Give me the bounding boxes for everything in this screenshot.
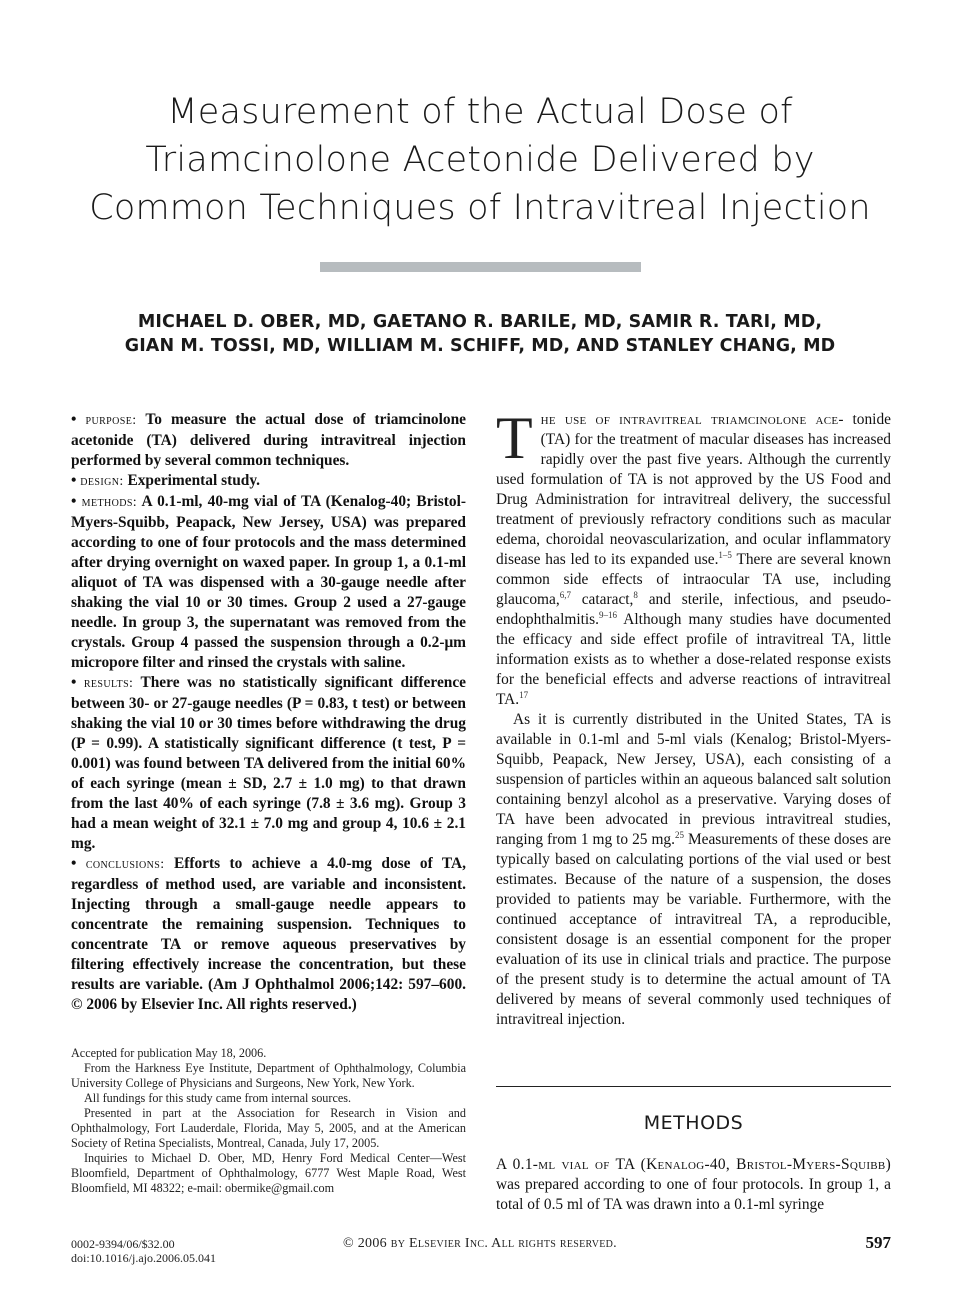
intro-text: Although many studies have documented the efficacy and side effect profile of intravitreal TA, little information exists as to whether a dose-related response exists for the beneficial effects and adverse reactions of intravitreal TA. [496,611,891,708]
article-footnotes [71,1046,466,1196]
abstract-citation: (Am J Ophthalmol 2006;142: 597–600. © 2006 by Elsevier Inc. All rights reserved.) [71,976,466,1013]
footer-doi[interactable]: doi:10.1016/j.ajo.2006.05.041 [71,1251,216,1265]
intro-paragraph [496,405,891,710]
methods-paragraph [496,1155,891,1215]
intro-text: cataract, [570,591,634,608]
intro-text: As it is currently distributed in the United States, TA is available in 0.1-ml and 5-ml vials (Kenalog; Bristol-Myers-Squibb, Peapack, New Jersey, USA), each consisting of a suspension of particles within an aqueous balanced salt solution containing benzyl alcohol as a preservative. Varying doses of TA have been advocated in previous intravitreal studies, ranging from 1 mg to 25 mg. [496,711,891,848]
abstract-results [71,673,466,854]
methods-text: was prepared according to one of four protocols. In group 1, a total of 0.5 ml of TA was drawn into a 0.1-ml syringe [496,1176,891,1213]
abstract-label: conclusions: [85,857,165,872]
footnote-affiliation: From the Harkness Eye Institute, Department of Ophthalmology, Columbia University College of Physicians and Surgeons, New York, New York. [71,1061,466,1090]
footnote-funding: All fundings for this study came from internal sources. [84,1091,352,1105]
section-divider [496,1086,891,1087]
title-line: Triamcinolone Acetonide Delivered by [145,140,815,180]
title-divider-bar [320,262,641,272]
reference-link[interactable]: 8 [633,590,638,600]
intro-paragraph [496,710,891,1030]
author-line: GIAN M. TOSSI, MD, WILLIAM M. SCHIFF, MD, AND STANLEY CHANG, MD [124,336,836,356]
page-number: 597 [865,1233,891,1252]
abstract-text: A 0.1-ml, 40-mg vial of TA (Kenalog-40; Bristol-Myers-Squibb, Peapack, New Jersey, USA) was prepared according to one of four protocols and the mass determined after drying overnight on waxed paper. In group 1, a 0.1-ml aliquot of TA was dispensed with a 30-gauge needle after shaking the vial 10 or 30 times. Group 2 used a 27-gauge needle. In group 3, the supernatant was removed from the crystals. Group 4 passed the suspension through a 0.2-μm micropore filter and rinsed the crystals with saline. [71,493,467,671]
intro-lead-smallcaps: he use of intravitreal triamcinolone ace- [540,411,844,428]
abstract-text: There was no statistically significant difference between 30- or 27-gauge needles (P = 0.83, t test) or between shaking the vial 10 or 30 times before withdrawing the drug (P = 0.99). A statistically significant difference (t test, P = 0.001) was found between TA delivered from the initial 60% of each syringe (mean ± SD, 2.7 ± 1.0 mg) to that drawn from the last 40% of each syringe (7.8 ± 3.6 mg). Group 3 had a mean weight of 32.1 ± 7.0 mg and group 4, 10.6 ± 2.1 mg. [71,674,466,852]
intro-text: and sterile, infectious, and pseudo-endophthalmitis. [496,591,891,628]
bullet-icon: • [71,411,77,428]
abstract-label: design: [80,474,124,489]
abstract-design [71,471,466,492]
abstract-label: purpose: [85,413,137,428]
methods-heading: METHODS [643,1112,744,1134]
footnote-accepted: Accepted for publication May 18, 2006. [71,1046,267,1060]
abstract-purpose [71,410,466,471]
introduction [496,405,892,1030]
methods-lead-smallcaps: A 0.1-ml vial of TA (Kenalog-40, Bristol-Myers-Squibb) [496,1156,891,1173]
abstract-methods [71,492,466,673]
reference-link[interactable]: 9–16 [599,610,618,620]
abstract-text: Efforts to achieve a 4.0-mg dose of TA, regardless of method used, are variable and inconsistent. Injecting through a small-gauge needle appears to concentrate the remaining suspension. Techniques to concentrate TA or remove aqueous preservatives by filtering effectively increase the concentration, but these results are variable. [71,855,466,993]
footnote-presented: Presented in part at the Association for Research in Vision and Ophthalmology, Fort Lauderdale, Florida, May 5, 2005, and at the American Society of Retina Specialists, Montreal, Canada, July 17, 2005. [71,1106,466,1150]
bullet-icon: • [71,855,77,872]
intro-text: Measurements of these doses are typically based on calculating portions of the vial used or best estimates. Because of the nature of a suspension, the doses provided to patients may be variable. Furthermore, with the continued acceptance of intravitreal TA, a reproducible, consistent dosage is an essential component for the proper evaluation of its use in clinical trials and practice. The purpose of the present study is to determine the actual amount of TA delivered by means of several commonly used techniques of intravitreal injection. [496,831,892,1028]
title-line: Common Techniques of Intravitreal Injection [89,188,871,228]
reference-link[interactable]: 17 [519,690,529,700]
bullet-icon: • [71,493,77,510]
abstract-conclusions [71,854,466,1015]
bullet-icon: • [71,674,77,691]
author-list [60,310,900,358]
methods-body [496,1155,891,1215]
abstract-label: methods: [81,495,138,510]
intro-text: There are several known common side effects of intraocular TA use, including glaucoma, [496,551,891,608]
abstract-text: To measure the actual dose of triamcinolone acetonide (TA) delivered during intravitreal injection performed by several common techniques. [71,411,466,469]
intro-text: tonide (TA) for the treatment of macular diseases has increased rapidly over the past five years. Although the currently used formulation of TA is not approved by the US Food and Drug Administration for intravitreal delivery, the successful treatment of previously refractory conditions such as macular edema, choroidal neovascularization, and ocular inflammatory disease has led to its expanded use. [496,411,891,568]
abstract-text: Experimental study. [127,472,261,489]
article-title [60,88,900,232]
reference-link[interactable]: 1–5 [718,550,732,560]
bullet-icon: • [71,472,77,489]
author-line: MICHAEL D. OBER, MD, GAETANO R. BARILE, MD, SAMIR R. TARI, MD, [137,312,823,332]
reference-link[interactable]: 6,7 [559,590,571,600]
footnote-inquiries: Inquiries to Michael D. Ober, MD, Henry Ford Medical Center—West Bloomfield, Department of Ophthalmology, 6777 West Maple Road, West Bloomfield, MI 48322; e-mail: obermike@gmail.com [71,1151,466,1195]
reference-link[interactable]: 25 [674,830,684,840]
footer-identifiers [71,1237,216,1265]
title-line: Measurement of the Actual Dose of [167,92,793,132]
footer-copyright: © 2006 by Elsevier Inc. All rights reserved. [343,1236,617,1251]
footer-issn: 0002-9394/06/$32.00 [71,1237,175,1251]
abstract [71,410,466,1015]
drop-cap: T [496,405,533,471]
abstract-label: results: [83,676,134,691]
